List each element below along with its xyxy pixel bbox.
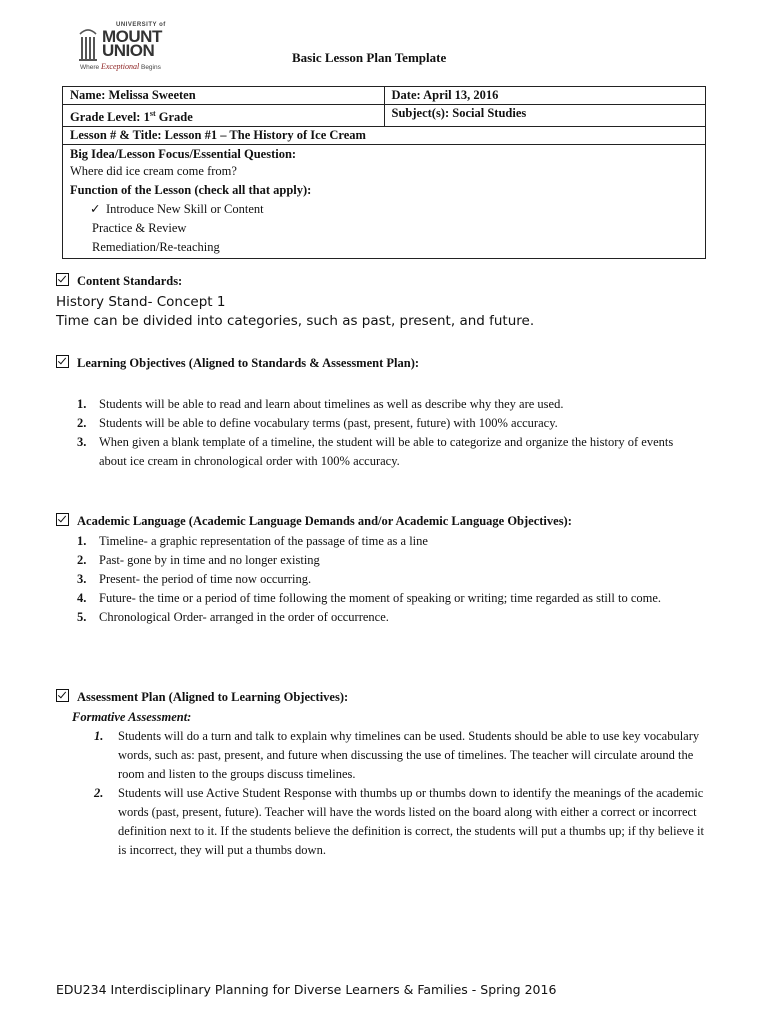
list-text: Students will do a turn and talk to explain why timelines can be used. Students should be able to use key vocabulary words, such as: past, present, and future when discussing the use of timelines. The teacher will circulate around the room and listen to the groups discuss timelines. (118, 729, 700, 781)
function-option (70, 200, 698, 219)
list-text: Future- the time or a period of time following the moment of speaking or writing; time regarded as still to come. (99, 591, 662, 605)
building-columns-icon (78, 28, 98, 62)
assessment-plan-title: Assessment Plan (Aligned to Learning Objectives): (77, 690, 349, 704)
list-text: Chronological Order- arranged in the order of occurrence. (99, 610, 389, 624)
formative-assessment-label: Formative Assessment: (72, 710, 192, 724)
logo-tagline (80, 62, 161, 71)
list-text: Timeline- a graphic representation of the passage of time as a line (99, 534, 428, 548)
learning-objectives-title: Learning Objectives (Aligned to Standards & Assessment Plan): (77, 356, 420, 370)
function-option (70, 238, 698, 257)
table-row (63, 127, 706, 145)
list-item (74, 727, 714, 784)
logo-tagline-post: Begins (139, 64, 161, 71)
content-standards-heading (56, 272, 182, 289)
document-title: Basic Lesson Plan Template (292, 50, 447, 65)
university-logo (78, 18, 190, 74)
list-item (77, 608, 697, 627)
list-item (77, 551, 697, 570)
logo-mount-text: MOUNT (102, 27, 162, 46)
list-text: When given a blank template of a timeline, the student will be able to categorize and organize the history of events about ice cream in chronological order with 100% accuracy. (99, 435, 674, 468)
checked-box-icon (56, 273, 69, 286)
logo-union-text: UNION (102, 41, 155, 60)
list-item (74, 784, 714, 860)
formative-assessment-list (74, 727, 714, 860)
list-text: Students will use Active Student Response with thumbs up or thumbs down to identify the meanings of the academic words (past, present, future). Teacher will have the words listed on the board along with either a correct or incorrect definition next to it. If the students believe the definition is correct, the students will put a thumbs up; if thy believe it is incorrect, they will put a thumbs down. (118, 786, 704, 857)
list-number: 3. (77, 435, 87, 449)
function-option-label: Practice & Review (92, 221, 187, 236)
learning-objectives-heading (56, 354, 419, 371)
lesson-info-table (62, 86, 706, 259)
check-icon: ✓ (90, 202, 101, 217)
date-cell: Date: April 13, 2016 (384, 87, 706, 105)
list-text: Students will be able to read and learn about timelines as well as describe why they are used. (99, 397, 564, 411)
list-number: 2. (94, 786, 104, 800)
academic-language-list (77, 532, 697, 627)
function-option-label: Remediation/Re-teaching (92, 240, 220, 255)
list-item (77, 532, 697, 551)
name-cell: Name: Melissa Sweeten (63, 87, 385, 105)
logo-tagline-em: Exceptional (100, 62, 140, 71)
list-text: Past- gone by in time and no longer existing (99, 553, 320, 567)
learning-objectives-list (77, 395, 697, 471)
content-standards-title: Content Standards: (77, 274, 183, 288)
checked-box-icon (56, 355, 69, 368)
grade-level-cell (63, 105, 385, 127)
standard-line: Time can be divided into categories, such as past, present, and future. (56, 313, 535, 329)
checked-box-icon (56, 689, 69, 702)
table-row (63, 105, 706, 127)
list-text: Students will be able to define vocabulary terms (past, present, future) with 100% accuracy. (99, 416, 558, 430)
academic-language-heading (56, 512, 572, 529)
list-item (77, 433, 697, 471)
logo-tagline-pre: Where (80, 64, 101, 71)
list-number: 3. (77, 572, 87, 586)
lesson-title-cell: Lesson # & Title: Lesson #1 – The History of Ice Cream (63, 127, 706, 145)
standard-line: History Stand- Concept 1 (56, 294, 226, 310)
grade-sup: st (149, 109, 156, 118)
list-item (77, 414, 697, 433)
grade-prefix: Grade Level: 1 (70, 110, 150, 125)
assessment-plan-heading (56, 688, 348, 705)
table-row (63, 145, 706, 259)
academic-language-title: Academic Language (Academic Language Demands and/or Academic Language Objectives): (77, 514, 572, 528)
logo-university-text: UNIVERSITY of (116, 22, 166, 28)
big-idea-label: Big Idea/Lesson Focus/Essential Question: (70, 147, 297, 162)
list-item (77, 395, 697, 414)
list-item (77, 589, 697, 608)
subject-cell: Subject(s): Social Studies (384, 105, 706, 127)
list-text: Present- the period of time now occurring. (99, 572, 312, 586)
list-number: 1. (94, 729, 104, 743)
checked-box-icon (56, 513, 69, 526)
list-item (77, 570, 697, 589)
table-row (63, 87, 706, 105)
lesson-focus-cell (63, 145, 706, 259)
page-footer: EDU234 Interdisciplinary Planning for Diverse Learners & Families - Spring 2016 (56, 982, 557, 997)
list-number: 1. (77, 397, 87, 411)
function-option (70, 219, 698, 238)
list-number: 1. (77, 534, 87, 548)
list-number: 4. (77, 591, 87, 605)
content-standards-text (56, 293, 534, 331)
list-number: 2. (77, 553, 87, 567)
big-idea-text: Where did ice cream come from? (70, 164, 237, 179)
function-label: Function of the Lesson (check all that apply): (70, 183, 312, 198)
list-number: 2. (77, 416, 87, 430)
function-option-label: Introduce New Skill or Content (106, 202, 264, 217)
grade-suffix: Grade (155, 110, 193, 125)
list-number: 5. (77, 610, 87, 624)
